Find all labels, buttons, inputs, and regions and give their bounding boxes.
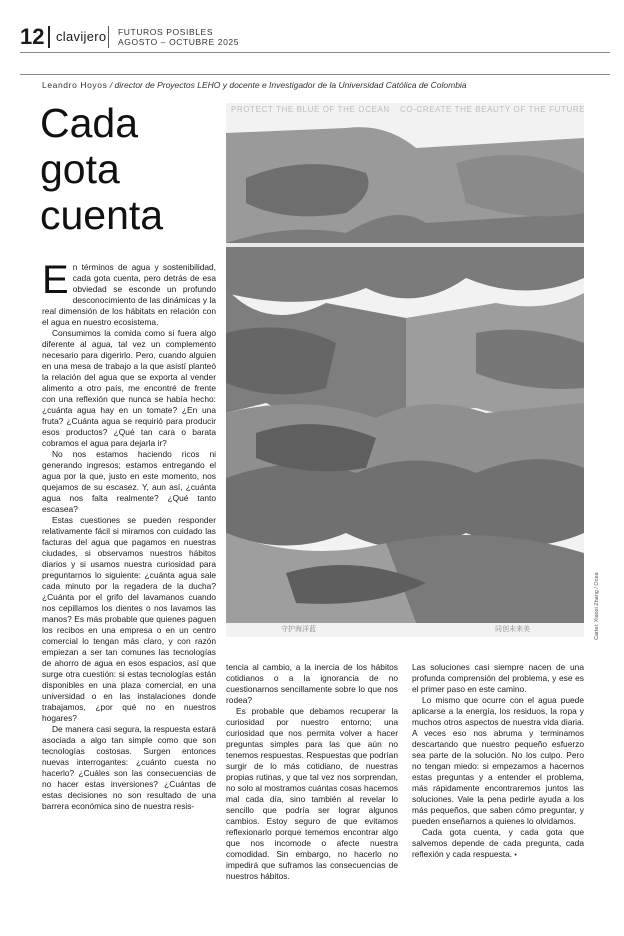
header-rule bbox=[20, 52, 610, 53]
paragraph: No nos estamos haciendo ricos ni generando ingresos; estamos entregando el agua por la que, justo en este momento, nos quejamos de su escasez. Y, aun así, ¿cuánta agua nos falta realmente? ¿Qué tanto escasea? bbox=[42, 449, 216, 514]
handshake-illustration bbox=[226, 103, 584, 637]
article-column-3 bbox=[412, 662, 584, 861]
paragraph: Es probable que debamos recuperar la curiosidad por nuestro entorno; una curiosidad que nos permita volver a hacer preguntas simples para las que aún no tenemos respuestas. Respuestas que podrían surgir de lo más cotidiano, de nuestras propias rutinas, y que tal vez nos sorprendan, no solo al mostramos cuántas cosas hacemos mal cada día, sino también al revelar lo sencillo que podría ser lograr algunos cambios. Estoy seguro de que evitamos reflexionarlo porque tememos encontrar algo que nos incomode o afecte nuestra comodidad. Sin embargo, no hacerlo no impedirá que suframos las consecuencias de nuestros hábitos. bbox=[226, 706, 398, 881]
author-name: Leandro Hoyos bbox=[42, 80, 108, 90]
paragraph: tencia al cambio, a la inercia de los hábitos cotidianos o a la ignorancia de no cuestionarnos sencillamente sobre lo que nos rodea? bbox=[226, 662, 398, 705]
poster-caption-left: PROTECT THE BLUE OF THE OCEAN bbox=[231, 105, 390, 114]
byline bbox=[42, 80, 467, 90]
title-line: Cada bbox=[40, 100, 139, 146]
byline-separator: / bbox=[107, 80, 115, 90]
header-divider bbox=[48, 26, 50, 48]
paragraph-text: Cada gota cuenta, y cada gota que salvemos depende de cada pregunta, cada reflexión y cada respuesta. bbox=[412, 827, 584, 859]
paragraph: Consumimos la comida como si fuera algo diferente al agua, tal vez un complemento necesario para digerirlo. Pero, cuando alguien en una mesa de trabajo a la que asistí planteó la relación del agua que se exporta al vender alimento a otro país, me encontré de frente con una reflexión que nunca se había hecho: ¿cuánta agua hay en un tomate? ¿En una fruta? ¿Cuánta agua se requirió para producir esos productos? ¿Qué tan cara o barata cobramos el agua para dejarla ir? bbox=[42, 328, 216, 448]
byline-rule bbox=[20, 74, 610, 75]
title-line: gota bbox=[40, 146, 120, 192]
poster-caption-chinese-right: 同创未来美 bbox=[495, 626, 530, 633]
paragraph: De manera casi segura, la respuesta estará asociada a algo tan simple como que son tecnologías costosas. Surgen entonces nuevas interrogantes: ¿cuánto cuesta no hacerlo? ¿Cuáles son las consecuencias de no hacer estas inversiones? ¿Cuántas de estas decisiones no son resultado de una barrera económica sino de nuestra resis- bbox=[42, 724, 216, 811]
paragraph bbox=[412, 827, 584, 861]
end-mark: • bbox=[514, 852, 517, 859]
section-name: clavijero bbox=[56, 29, 107, 44]
paragraph: Estas cuestiones se pueden responder relativamente fácil si miramos con cuidado las facturas del agua que pagamos en nuestras ciudades, si observamos nuestros hábitos diarios y si usamos nuestra curiosidad para preguntarnos lo siguiente: ¿cuánta agua sale cada minuto por la regadera de la ducha? ¿Cuánta por el grifo del lavamanos cuando nos cepillamos los dientes o nos lavamos las manos? Es más probable que quienes paguen los recibos en una empresa o en un centro comercial lo tengan más claro, y con razón empiezan a ser tan comunes las tecnologías de ahorro de agua en esos espacios, así que surge otra cuestión: si estas tecnologías están disponibles en una plaza comercial, en una universidad o en las instalaciones donde trabajamos, ¿por qué no en nuestros hogares? bbox=[42, 515, 216, 723]
paragraph bbox=[42, 258, 216, 328]
header-divider-2 bbox=[108, 26, 109, 48]
poster-caption-right: CO-CREATE THE BEAUTY OF THE FUTURE bbox=[400, 105, 586, 114]
page-number: 12 bbox=[20, 24, 45, 49]
author-role: director de Proyectos LEHO y docente e Investigador de la Universidad Católica de Colombia bbox=[114, 80, 467, 90]
page-header bbox=[20, 24, 610, 50]
article-title bbox=[40, 100, 163, 238]
paragraph: Lo mismo que ocurre con el agua puede aplicarse a la energía, los residuos, la ropa y muchos otros aspectos de nuestra vida diaria. A veces eso nos abruma y terminamos descartando que nuestro pequeño esfuerzo sea parte de la solución. No los culpo. Pero no tengan miedo: si empezamos a hacernos estas preguntas y a entender el problema, más rápidamente encontraremos juntos las soluciones. Vale la pena pedirle ayuda a los más pequeños, que saben cómo preguntar, y pueden enseñarnos a quienes lo olvidamos. bbox=[412, 695, 584, 826]
paragraph: Las soluciones casi siempre nacen de una profunda comprensión del problema, y ese es el primer paso en este camino. bbox=[412, 662, 584, 694]
article-column-2 bbox=[226, 662, 398, 882]
image-credit: Cartel: Xiaoxi Zhang / Ocea bbox=[594, 572, 600, 640]
article-column-1 bbox=[42, 258, 216, 812]
paragraph-text: n términos de agua y sostenibilidad, cada gota cuenta, pero detrás de esa obviedad se esconde un profundo desconocimiento de las dinámicas y la real dimensión de los hábitats en relación con el agua en nuestro ecosistema. bbox=[42, 262, 216, 327]
publication-info bbox=[118, 27, 239, 47]
poster-image bbox=[226, 103, 584, 637]
issue-date: AGOSTO – OCTUBRE 2025 bbox=[118, 37, 240, 47]
title-line: cuenta bbox=[40, 192, 164, 238]
drop-cap: E bbox=[42, 258, 69, 302]
poster-caption-chinese-left: 守护海洋蓝 bbox=[281, 626, 316, 633]
publication-name: FUTUROS POSIBLES bbox=[118, 27, 214, 37]
